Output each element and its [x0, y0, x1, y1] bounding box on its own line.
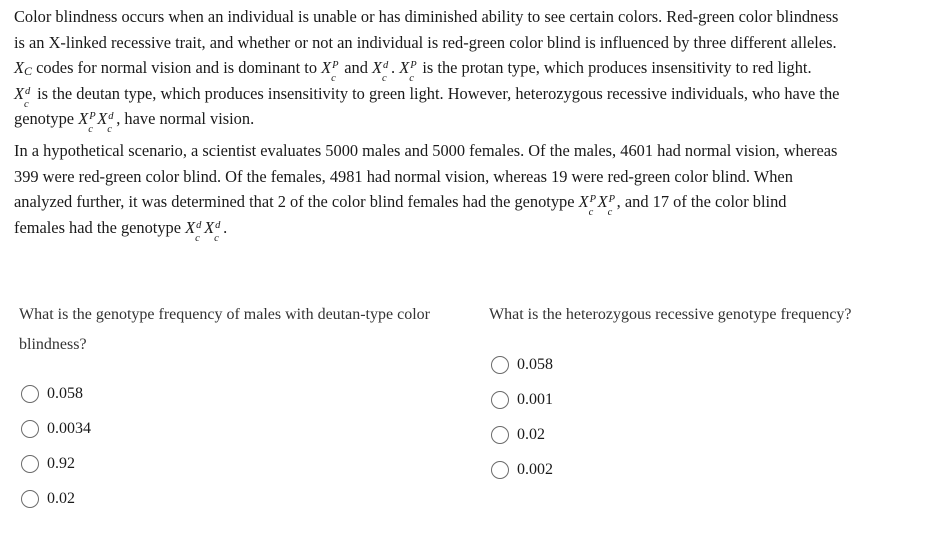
allele-XC: $X_C$ — [14, 58, 33, 78]
option-label: 0.001 — [517, 390, 553, 408]
radio-button[interactable] — [491, 356, 509, 374]
q2-option-3[interactable] — [491, 417, 553, 452]
option-label: 0.058 — [517, 355, 553, 373]
genotype-XcP-Xcd: X P c X d c — [78, 109, 114, 135]
intro-line-3: $X_C$ codes for normal vision and is dominant to X P c and X d c . X P c is the protan type, which produces insensitivity to red light. — [14, 58, 812, 84]
q1-option-2[interactable] — [21, 411, 91, 446]
question-1-text: What is the genotype frequency of males with deutan-type color blindness? — [19, 306, 430, 353]
radio-button[interactable] — [491, 426, 509, 444]
option-label: 0.92 — [47, 454, 75, 472]
q2-option-4[interactable] — [491, 452, 553, 487]
radio-button[interactable] — [21, 420, 39, 438]
allele-XcP-2: X P c — [399, 58, 417, 84]
question-2-options — [491, 347, 553, 487]
option-label: 0.0034 — [47, 419, 91, 437]
question-1-options — [21, 376, 91, 516]
intro-line-1: Color blindness occurs when an individual is unable or has diminished ability to see certain colors. Red-green color blindness — [14, 7, 839, 26]
scenario-line-3: analyzed further, it was determined that 2 of the color blind females had the genotype X P c X P c , and 17 of the color blind — [14, 192, 787, 218]
scenario-line-4: females had the genotype X d c X d c . — [14, 217, 228, 244]
scenario-line-1: In a hypothetical scenario, a scientist evaluates 5000 males and 5000 females. Of the males, 4601 had normal vision, whereas — [14, 141, 838, 160]
q2-option-1[interactable] — [491, 347, 553, 382]
scenario-line-2: 399 were red-green color blind. Of the females, 4981 had normal vision, whereas 19 were red-green color blind. When — [14, 166, 793, 186]
radio-button[interactable] — [21, 385, 39, 403]
option-label: 0.02 — [47, 489, 75, 507]
intro-line-4: X d c is the deutan type, which produces insensitivity to green light. However, heterozygous recessive individuals, who have the — [14, 83, 840, 110]
option-label: 0.002 — [517, 460, 553, 478]
q1-option-3[interactable] — [21, 446, 91, 481]
intro-line-5: genotype X P c X d c , have normal vision. — [14, 109, 255, 135]
allele-XcP: X P c — [321, 58, 339, 84]
radio-button[interactable] — [491, 391, 509, 409]
genotype-Xcd-Xcd: X d c X d c — [185, 217, 221, 244]
intro-line-2: is an X-linked recessive trait, and whether or not an individual is red-green color blind is influenced by three different alleles. — [14, 32, 837, 52]
genotype-XcP-XcP: X P c X P c — [578, 192, 616, 218]
intro-paragraph — [14, 4, 929, 135]
option-label: 0.02 — [517, 425, 545, 443]
allele-Xcd: X d c — [372, 58, 389, 84]
q1-option-4[interactable] — [21, 481, 91, 516]
q1-option-1[interactable] — [21, 376, 91, 411]
question-2-text: What is the heterozygous recessive genotype frequency? — [489, 306, 852, 323]
scenario-paragraph — [14, 138, 929, 244]
radio-button[interactable] — [21, 490, 39, 508]
q2-option-2[interactable] — [491, 382, 553, 417]
radio-button[interactable] — [21, 455, 39, 473]
option-label: 0.058 — [47, 384, 83, 402]
radio-button[interactable] — [491, 461, 509, 479]
allele-Xcd-2: X d c — [14, 83, 31, 110]
